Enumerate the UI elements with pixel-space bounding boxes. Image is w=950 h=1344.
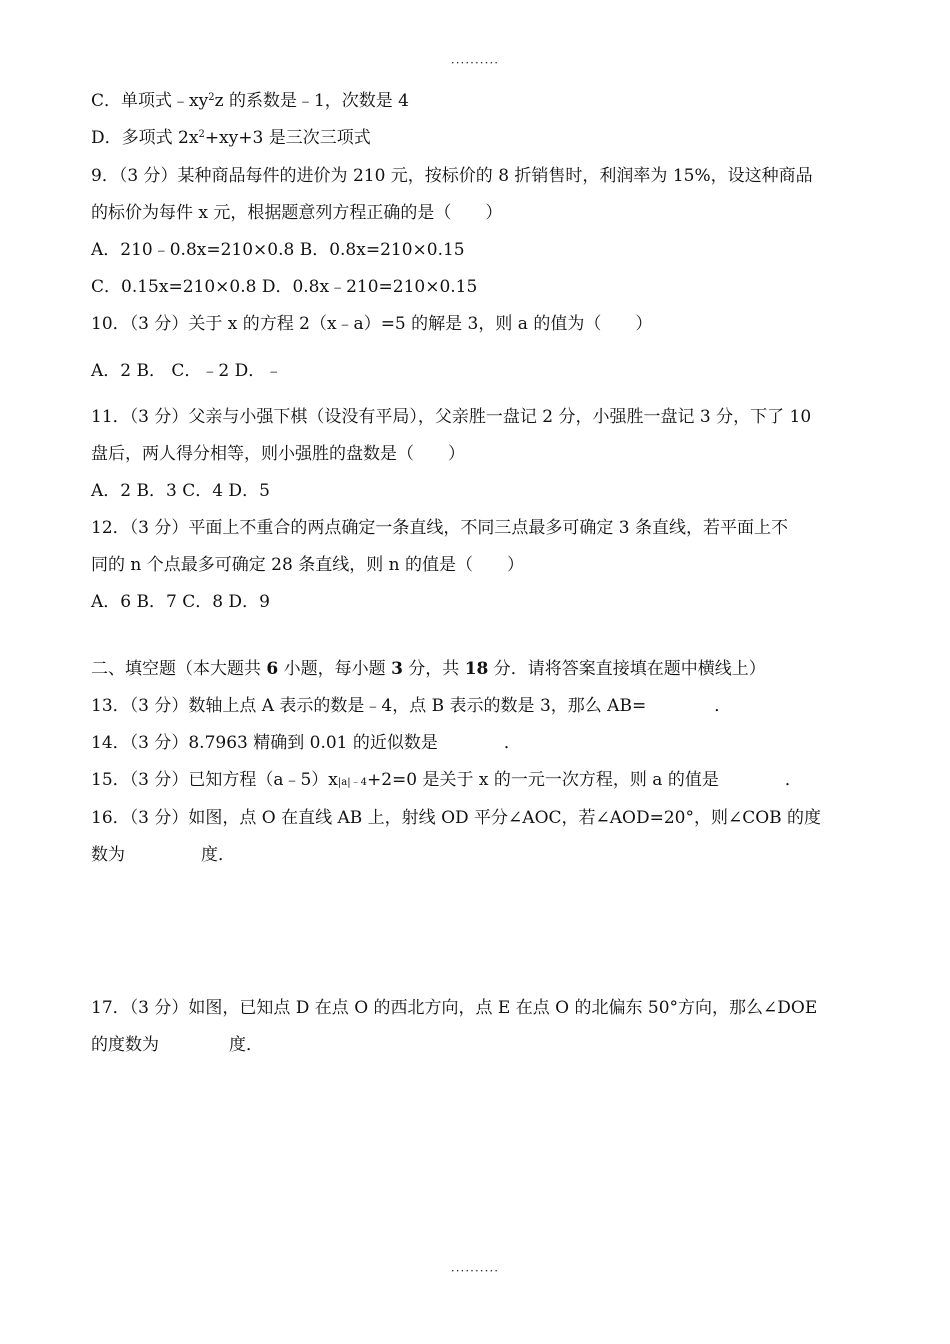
q17-line2: 的度数为 度． [91, 1035, 263, 1055]
q9-line1: 9．（3 分）某种商品每件的进价为 210 元，按标价的 8 折销售时，利润率为 15%，设这种商品 [91, 166, 813, 186]
q9-line2: 的标价为每件 x 元，根据题意列方程正确的是（ ） [91, 203, 503, 223]
q10-options: A．2 B． C．﹣2 D．﹣ [91, 361, 283, 381]
q11-options: A．2 B．3 C．4 D．5 [91, 481, 270, 501]
q9-options-ab: A．210﹣0.8x=210×0.8 B．0.8x=210×0.15 [91, 240, 465, 260]
q16-line2: 数为 度． [91, 845, 235, 865]
q16-line1: 16．（3 分）如图，点 O 在直线 AB 上，射线 OD 平分∠AOC，若∠AOD=20°，则∠COB 的度 [91, 808, 822, 828]
q14: 14．（3 分）8.7963 精确到 0.01 的近似数是 ． [91, 733, 521, 753]
header-dots: ·········· [450, 56, 500, 70]
q9-options-cd: C．0.15x=210×0.8 D．0.8x﹣210=210×0.15 [91, 277, 478, 297]
q8-option-c: C．单项式$﹣xy^2z$ 的系数是﹣1，次数是 4 [91, 91, 409, 111]
q12-options: A．6 B．7 C．8 D．9 [91, 592, 270, 612]
footer-dots: ·········· [450, 1264, 500, 1278]
q15: 15．（3 分）已知方程（a﹣5）x|a|﹣4+2=0 是关于 x 的一元一次方程，则 a 的值是 ． [91, 770, 802, 790]
q11-line2: 盘后，两人得分相等，则小强胜的盘数是（ ） [91, 444, 465, 464]
q11-line1: 11．（3 分）父亲与小强下棋（设没有平局），父亲胜一盘记 2 分，小强胜一盘记 3 分，下了 10 [91, 407, 812, 427]
q13: 13．（3 分）数轴上点 A 表示的数是﹣4，点 B 表示的数是 3，那么 AB= ． [91, 696, 732, 716]
q12-line1: 12．（3 分）平面上不重合的两点确定一条直线，不同三点最多可确定 3 条直线，若平面上不 [91, 518, 788, 538]
q8-option-d: D．多项式 $2x^2+xy+3$ 是三次三项式 [91, 128, 371, 148]
section-2-heading: 二、填空题（本大题共 6 小题，每小题 3 分，共 18 分．请将答案直接填在题中横线上） [91, 659, 766, 679]
q17-line1: 17．（3 分）如图，已知点 D 在点 O 的西北方向，点 E 在点 O 的北偏东 50°方向，那么∠DOE [91, 998, 818, 1018]
q10-line1: 10．（3 分）关于 x 的方程 2（x﹣a）=5 的解是 3，则 a 的值为（ ） [91, 314, 653, 334]
q12-line2: 同的 n 个点最多可确定 28 条直线，则 n 的值是（ ） [91, 555, 524, 575]
